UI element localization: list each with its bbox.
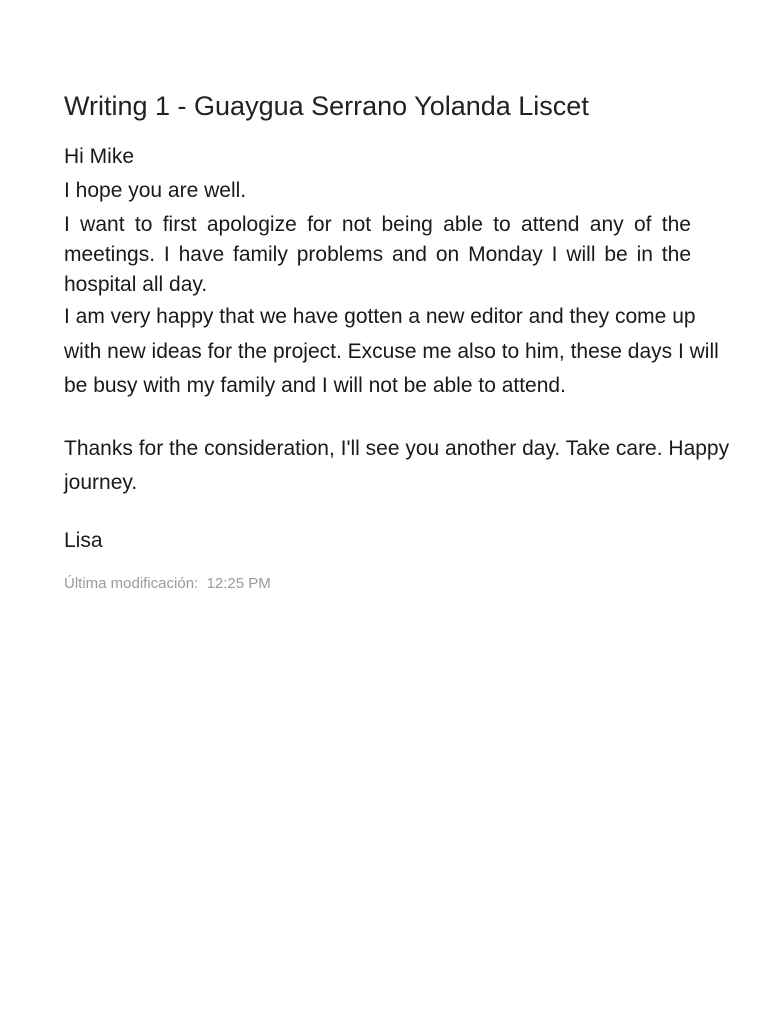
last-modified-info <box>64 574 730 594</box>
closing-paragraph: Thanks for the consideration, I'll see you another day. Take care. Happy journey. <box>64 436 730 494</box>
apology-paragraph: I want to first apologize for not being able to attend any of the meetings. I have family problems and on Monday I will be in the hospital all day. <box>64 213 691 296</box>
well-wishes-line: I hope you are well. <box>64 179 247 202</box>
signature: Lisa <box>64 528 103 552</box>
editor-paragraph: I am very happy that we have gotten a new editor and they come up with new ideas for the project. Excuse me also to him, these days I will be busy with my family and I will not be able to attend. <box>64 305 719 397</box>
document-title: Writing 1 - Guaygua Serrano Yolanda Liscet <box>64 91 589 121</box>
last-modified-label: Última modificación: <box>64 574 199 592</box>
last-modified-time: 12:25 PM <box>206 574 271 592</box>
greeting: Hi Mike <box>64 145 135 168</box>
document-body <box>64 88 730 594</box>
